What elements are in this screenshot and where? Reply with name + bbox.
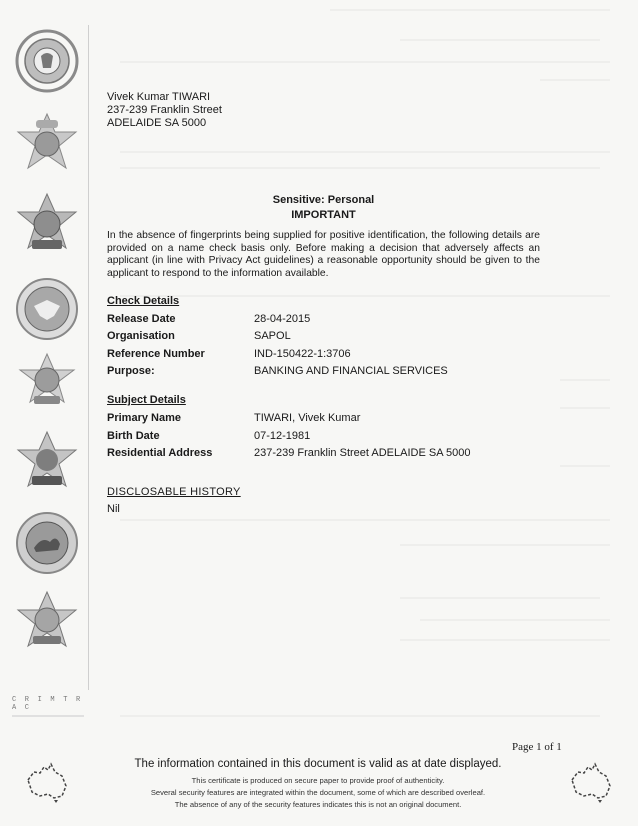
disclosable-history-title: DISCLOSABLE HISTORY — [107, 486, 241, 498]
recipient-address — [107, 91, 222, 130]
check-row-label: Reference Number — [107, 348, 205, 360]
check-row-value: IND-150422-1:3706 — [254, 348, 351, 360]
security-note-line: This certificate is produced on secure paper to provide proof of authenticity. — [191, 776, 445, 785]
document-header — [107, 193, 540, 223]
check-row-value: SAPOL — [254, 330, 291, 342]
page-number: Page 1 of 1 — [512, 741, 562, 753]
security-note-line: The absence of any of the security features indicates this is not an original document. — [174, 800, 462, 809]
australia-map-left-icon — [24, 758, 70, 804]
check-row-value: BANKING AND FINANCIAL SERVICES — [254, 365, 448, 377]
privacy-warning-paragraph: In the absence of fingerprints being supplied for positive identification, the following details are provided on a name check basis only. Before making a decision that adversely affects an applicant (in line with Privacy Act guidelines) a reasonable opportunity should be given to the applicant to respond to the information available. — [107, 230, 540, 279]
crown-police-badge-icon — [14, 350, 80, 416]
eagle-police-seal-icon — [14, 276, 80, 342]
recipient-name: Vivek Kumar TIWARI — [107, 91, 211, 103]
sensitivity-label: Sensitive: Personal — [272, 194, 375, 206]
police-star-badge-icon — [14, 430, 80, 496]
check-row-value: 28-04-2015 — [254, 313, 311, 325]
check-details-title: Check Details — [107, 295, 180, 307]
subject-row-value: 07-12-1981 — [254, 430, 311, 442]
security-note-line: Several security features are integrated within the document, some of which are described overleaf. — [150, 788, 486, 797]
subject-row-value: TIWARI, Vivek Kumar — [254, 412, 361, 424]
territory-police-badge-icon — [14, 590, 80, 656]
check-row-label: Organisation — [107, 330, 175, 342]
subject-row-label: Birth Date — [107, 430, 160, 442]
check-row-label: Release Date — [107, 313, 176, 325]
subject-details-title: Subject Details — [107, 394, 186, 406]
check-row-label: Purpose: — [107, 365, 155, 377]
sa-police-seal-icon — [14, 28, 80, 94]
state-police-badge-icon — [14, 192, 80, 258]
subject-row-value: 237-239 Franklin Street ADELAIDE SA 5000 — [254, 447, 471, 459]
important-label: IMPORTANT — [291, 209, 356, 221]
australia-map-right-icon — [568, 758, 614, 804]
disclosable-history-value: Nil — [107, 503, 120, 515]
crimtrac-subtext-line — [12, 715, 84, 717]
recipient-city: ADELAIDE SA 5000 — [107, 117, 207, 129]
subject-row-label: Primary Name — [107, 412, 181, 424]
seal-column-divider — [88, 25, 89, 690]
validity-statement: The information contained in this document is valid as at date displayed. — [134, 758, 502, 770]
recipient-street: 237-239 Franklin Street — [107, 104, 222, 116]
animal-police-seal-icon — [14, 510, 80, 576]
crimtrac-logo: C R I M T R A C — [12, 696, 94, 718]
federal-police-badge-icon — [14, 112, 80, 178]
subject-row-label: Residential Address — [107, 447, 213, 459]
